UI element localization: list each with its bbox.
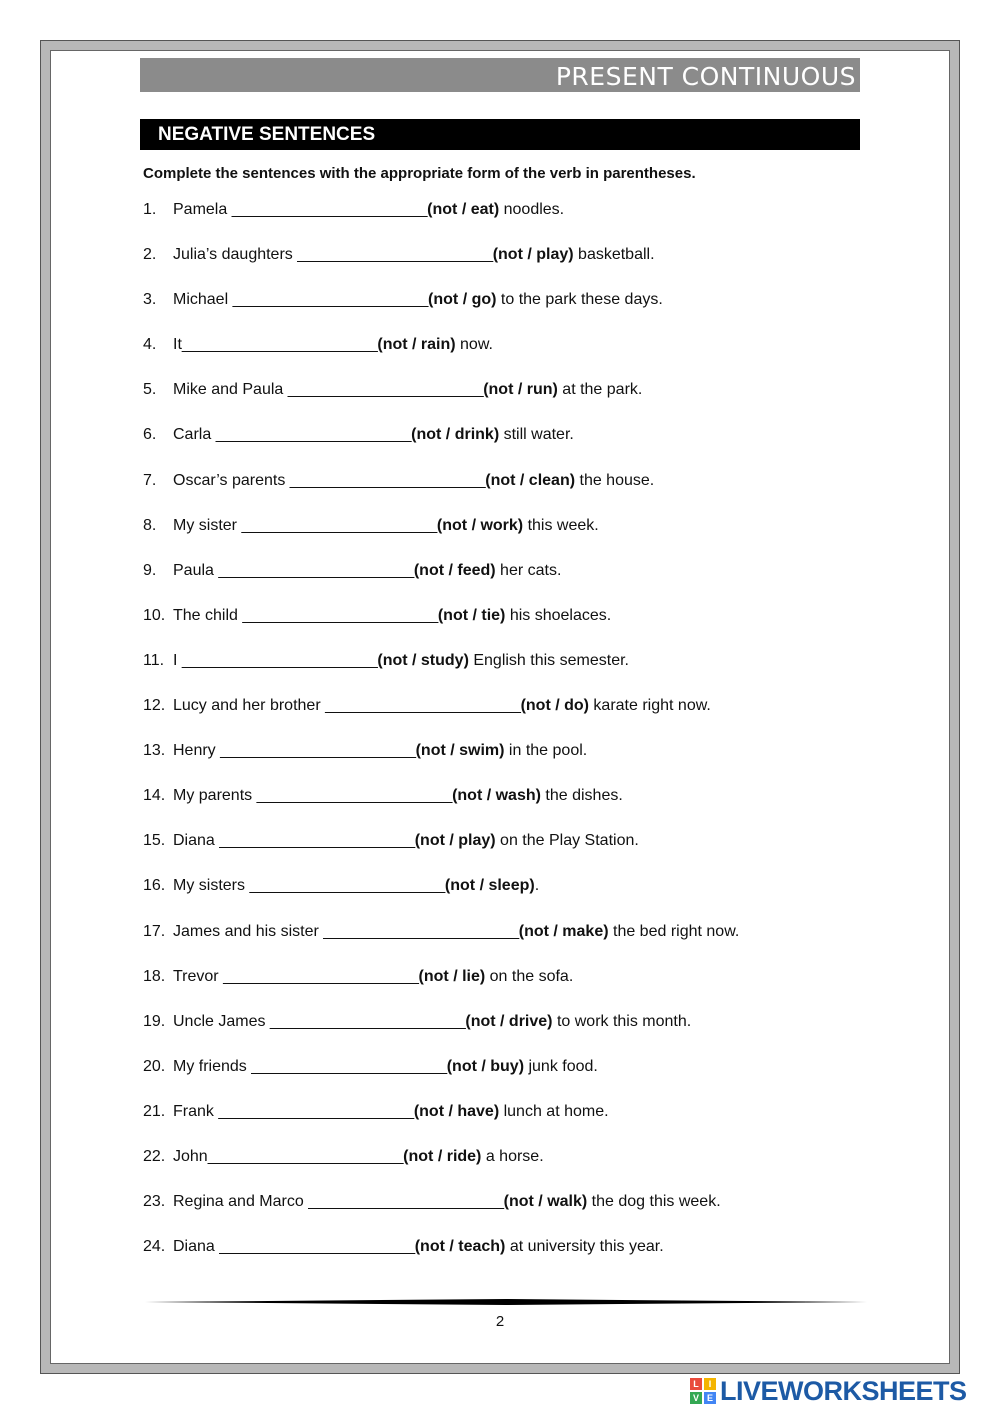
answer-blank[interactable]: _______________________ bbox=[242, 606, 438, 624]
item-number: 1. bbox=[143, 201, 157, 218]
answer-blank[interactable]: _______________________ bbox=[207, 1147, 404, 1165]
item-rest: his shoelaces. bbox=[505, 606, 612, 624]
exercise-list bbox=[143, 201, 739, 1283]
item-rest: on the Play Station. bbox=[495, 832, 639, 850]
logo-letter-tile: I bbox=[704, 1378, 716, 1390]
verb-prompt: (not / wash) bbox=[452, 787, 541, 805]
exercise-item bbox=[143, 1013, 739, 1058]
answer-blank[interactable]: _______________________ bbox=[325, 697, 521, 715]
answer-blank[interactable]: _______________________ bbox=[181, 651, 378, 669]
item-number: 19. bbox=[143, 1012, 166, 1030]
item-subject: Regina and Marco bbox=[173, 1193, 309, 1211]
item-number: 15. bbox=[143, 832, 166, 850]
answer-blank[interactable]: _______________________ bbox=[256, 787, 453, 805]
exercise-item bbox=[143, 1058, 739, 1103]
exercise-item bbox=[143, 968, 739, 1013]
verb-prompt: (not / work) bbox=[436, 516, 524, 534]
answer-blank[interactable]: _______________________ bbox=[289, 471, 486, 489]
item-rest: karate right now. bbox=[588, 697, 711, 715]
verb-prompt: (not / drink) bbox=[411, 426, 500, 444]
item-rest: at university this year. bbox=[505, 1238, 664, 1256]
item-subject: It bbox=[173, 336, 182, 354]
answer-blank[interactable]: _______________________ bbox=[287, 381, 484, 399]
exercise-item bbox=[143, 246, 739, 291]
item-number: 11. bbox=[143, 651, 165, 669]
answer-blank[interactable]: _______________________ bbox=[231, 201, 428, 218]
answer-blank[interactable]: _______________________ bbox=[219, 832, 415, 850]
exercise-item bbox=[143, 697, 739, 742]
logo-letter-tile: E bbox=[704, 1392, 716, 1404]
item-number: 16. bbox=[143, 877, 166, 895]
item-rest: junk food. bbox=[524, 1057, 598, 1075]
exercise-item bbox=[143, 1193, 739, 1238]
worksheet-title: PRESENT CONTINUOUS bbox=[555, 62, 856, 91]
exercise-item bbox=[143, 336, 739, 381]
item-number: 5. bbox=[143, 381, 157, 399]
item-rest: on the sofa. bbox=[485, 967, 574, 985]
answer-blank[interactable]: _______________________ bbox=[223, 967, 419, 985]
item-number: 8. bbox=[143, 516, 157, 534]
verb-prompt: (not / clean) bbox=[485, 471, 576, 489]
exercise-item bbox=[143, 472, 739, 517]
verb-prompt: (not / go) bbox=[428, 291, 497, 309]
exercise-item bbox=[143, 923, 739, 968]
verb-prompt: (not / play) bbox=[414, 832, 496, 850]
item-number: 13. bbox=[143, 742, 166, 760]
item-subject: Julia’s daughters bbox=[173, 246, 298, 264]
item-number: 3. bbox=[143, 291, 157, 309]
item-rest: in the pool. bbox=[504, 742, 588, 760]
item-number: 9. bbox=[143, 561, 157, 579]
verb-prompt: (not / ride) bbox=[403, 1147, 482, 1165]
item-subject: Trevor bbox=[173, 967, 224, 985]
item-number: 24. bbox=[143, 1238, 166, 1256]
item-subject: Paula bbox=[173, 561, 219, 579]
item-rest: to the park these days. bbox=[496, 291, 663, 309]
item-subject: Frank bbox=[173, 1102, 219, 1120]
item-subject: Pamela bbox=[173, 201, 232, 218]
item-rest: her cats. bbox=[495, 561, 562, 579]
exercise-item bbox=[143, 832, 739, 877]
answer-blank[interactable]: _______________________ bbox=[220, 742, 416, 760]
answer-blank[interactable]: _______________________ bbox=[215, 426, 412, 444]
answer-blank[interactable]: _______________________ bbox=[269, 1012, 466, 1030]
page-number: 2 bbox=[495, 1313, 505, 1330]
answer-blank[interactable]: _______________________ bbox=[219, 1238, 415, 1256]
liveworksheets-logo bbox=[690, 1376, 967, 1406]
item-rest: the bed right now. bbox=[608, 922, 740, 940]
item-number: 6. bbox=[143, 426, 157, 444]
section-bar bbox=[140, 119, 860, 150]
item-subject: Michael bbox=[173, 291, 233, 309]
verb-prompt: (not / study) bbox=[377, 651, 469, 669]
item-subject: Henry bbox=[173, 742, 221, 760]
item-subject: Uncle James bbox=[173, 1012, 270, 1030]
exercise-item bbox=[143, 1103, 739, 1148]
verb-prompt: (not / do) bbox=[520, 697, 589, 715]
item-rest: a horse. bbox=[481, 1147, 544, 1165]
item-rest: the house. bbox=[575, 471, 655, 489]
exercise-item bbox=[143, 517, 739, 562]
verb-prompt: (not / walk) bbox=[503, 1193, 588, 1211]
answer-blank[interactable]: _______________________ bbox=[308, 1193, 504, 1211]
item-rest: basketball. bbox=[573, 246, 655, 264]
footer-divider bbox=[145, 1297, 867, 1307]
item-subject: My sisters bbox=[173, 877, 250, 895]
item-number: 7. bbox=[143, 471, 157, 489]
exercise-item bbox=[143, 1238, 739, 1283]
answer-blank[interactable]: _______________________ bbox=[241, 516, 437, 534]
item-rest: the dishes. bbox=[540, 787, 623, 805]
verb-prompt: (not / swim) bbox=[415, 742, 505, 760]
item-subject: James and his sister bbox=[173, 922, 324, 940]
item-number: 22. bbox=[143, 1147, 166, 1165]
verb-prompt: (not / eat) bbox=[427, 201, 500, 218]
item-number: 17. bbox=[143, 922, 166, 940]
answer-blank[interactable]: _______________________ bbox=[218, 1102, 414, 1120]
item-rest: noodles. bbox=[499, 201, 565, 218]
item-number: 14. bbox=[143, 787, 166, 805]
item-number: 21. bbox=[143, 1102, 166, 1120]
instructions: Complete the sentences with the appropriate form of the verb in parentheses. bbox=[143, 165, 696, 182]
verb-prompt: (not / teach) bbox=[414, 1238, 506, 1256]
exercise-item bbox=[143, 562, 739, 607]
exercise-item bbox=[143, 652, 739, 697]
item-subject: Lucy and her brother bbox=[173, 697, 326, 715]
exercise-item bbox=[143, 787, 739, 832]
verb-prompt: (not / have) bbox=[413, 1102, 500, 1120]
item-number: 10. bbox=[143, 606, 166, 624]
verb-prompt: (not / lie) bbox=[418, 967, 486, 985]
verb-prompt: (not / sleep) bbox=[444, 877, 535, 895]
logo-text: LIVEWORKSHEETS bbox=[720, 1375, 967, 1406]
exercise-item bbox=[143, 201, 739, 246]
item-subject: I bbox=[173, 651, 182, 669]
item-rest: . bbox=[534, 877, 540, 895]
verb-prompt: (not / feed) bbox=[413, 561, 496, 579]
section-title: NEGATIVE SENTENCES bbox=[158, 124, 376, 145]
item-subject: My friends bbox=[173, 1057, 252, 1075]
item-subject: My sister bbox=[173, 516, 242, 534]
logo-letter-tile: V bbox=[690, 1392, 702, 1404]
item-subject: My parents bbox=[173, 787, 257, 805]
verb-prompt: (not / run) bbox=[483, 381, 558, 399]
item-number: 23. bbox=[143, 1193, 166, 1211]
item-rest: to work this month. bbox=[552, 1012, 692, 1030]
exercise-item bbox=[143, 291, 739, 336]
exercise-item bbox=[143, 607, 739, 652]
logo-letter-tile: L bbox=[690, 1378, 702, 1390]
item-rest: at the park. bbox=[557, 381, 643, 399]
item-subject: Carla bbox=[173, 426, 216, 444]
answer-blank[interactable]: _______________________ bbox=[249, 877, 445, 895]
item-number: 20. bbox=[143, 1057, 166, 1075]
exercise-item bbox=[143, 1148, 739, 1193]
verb-prompt: (not / rain) bbox=[377, 336, 456, 354]
item-subject: Oscar’s parents bbox=[173, 471, 290, 489]
item-number: 12. bbox=[143, 697, 166, 715]
item-number: 4. bbox=[143, 336, 157, 354]
verb-prompt: (not / tie) bbox=[437, 606, 506, 624]
item-number: 18. bbox=[143, 967, 166, 985]
answer-blank[interactable]: _______________________ bbox=[251, 1057, 447, 1075]
exercise-item bbox=[143, 742, 739, 787]
item-rest: lunch at home. bbox=[499, 1102, 609, 1120]
exercise-item bbox=[143, 381, 739, 426]
item-subject: Diana bbox=[173, 832, 220, 850]
answer-blank[interactable]: _______________________ bbox=[218, 561, 414, 579]
item-subject: The child bbox=[173, 606, 243, 624]
exercise-item bbox=[143, 877, 739, 922]
item-rest: the dog this week. bbox=[587, 1193, 721, 1211]
answer-blank[interactable]: _______________________ bbox=[232, 291, 429, 309]
answer-blank[interactable]: _______________________ bbox=[181, 336, 378, 354]
verb-prompt: (not / make) bbox=[518, 922, 609, 940]
exercise-item bbox=[143, 426, 739, 471]
item-subject: Mike and Paula bbox=[173, 381, 288, 399]
item-rest: this week. bbox=[523, 516, 599, 534]
item-subject: John bbox=[173, 1147, 208, 1165]
item-rest: English this semester. bbox=[468, 651, 629, 669]
item-subject: Diana bbox=[173, 1238, 220, 1256]
header-bar bbox=[140, 58, 860, 92]
logo-mark bbox=[690, 1378, 716, 1404]
answer-blank[interactable]: _______________________ bbox=[323, 922, 519, 940]
verb-prompt: (not / buy) bbox=[446, 1057, 525, 1075]
item-rest: still water. bbox=[499, 426, 574, 444]
item-rest: now. bbox=[455, 336, 493, 354]
item-number: 2. bbox=[143, 246, 157, 264]
verb-prompt: (not / drive) bbox=[465, 1012, 553, 1030]
verb-prompt: (not / play) bbox=[492, 246, 574, 264]
answer-blank[interactable]: _______________________ bbox=[297, 246, 493, 264]
